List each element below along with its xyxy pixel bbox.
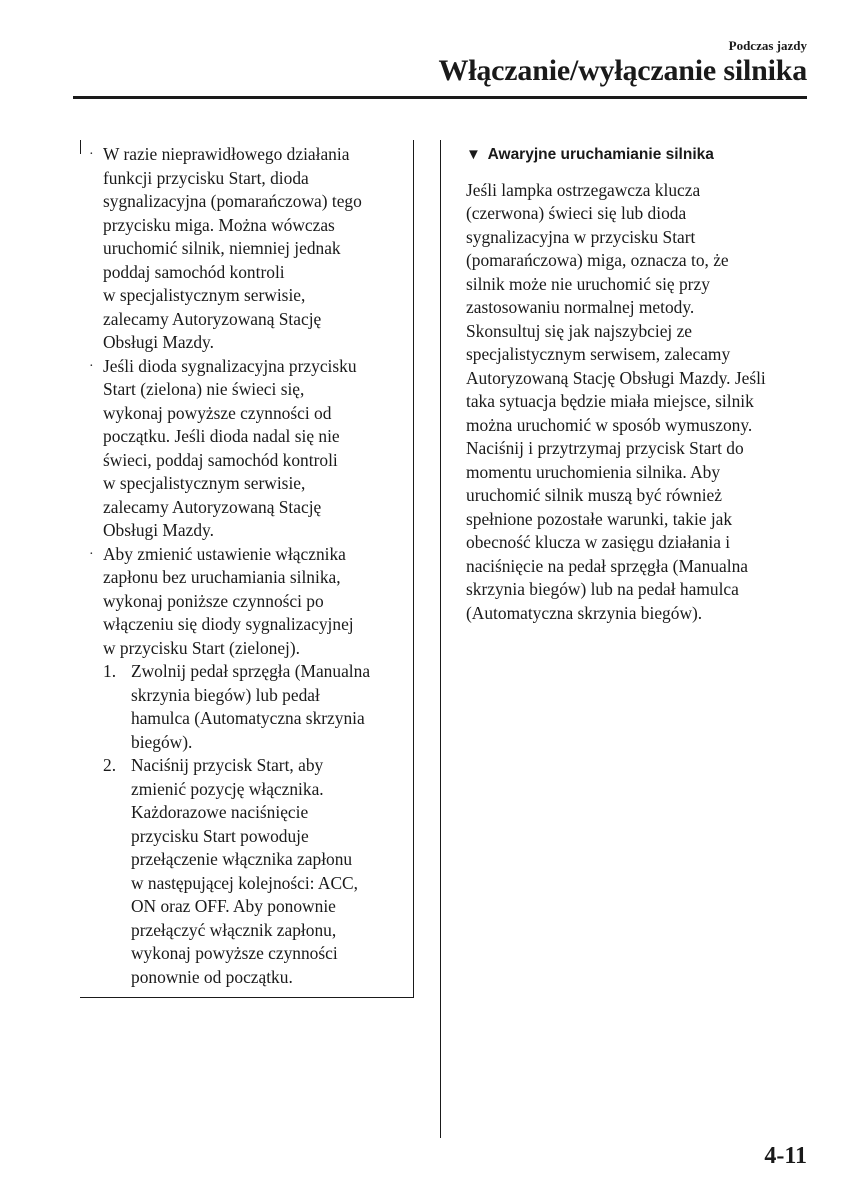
page-number: 4-11 [764,1143,807,1169]
step-item-1 [88,660,408,754]
step-text: Zwolnij pedał sprzęgła (Manualna skrzynia biegów) lub pedał hamulca (Automatyczna skrzynia biegów). [131,661,371,752]
bullet-item-3 [88,543,408,661]
step-number: 2. [103,755,117,775]
bullet-item-1 [88,143,408,355]
bullet-dot: · [89,358,94,374]
body-paragraph: Jeśli lampka ostrzegawcza klucza (czerwona) świeci się lub dioda sygnalizacyjna w przycisku Start (pomarańczowa) miga, oznacza to, że silnik może nie uruchomić się przy zastosowaniu normalnej metody. Skonsultuj się jak najszybciej ze specjalistycznym serwisem, zalecamy Autoryzowaną Stację Obsługi Mazdy. Jeśli taka sytuacja będzie miała miejsce, silnik można uruchomić w sposób wymuszony. Naciśnij i przytrzymaj przycisk Start do momentu uruchomienia silnika. Aby uruchomić silnik muszą być również spełnione pozostałe warunki, takie jak obecność klucza w zasięgu działania i naciśnięcie na pedał sprzęgła (Manualna skrzynia biegów) lub na pedał hamulca (Automatyczna skrzynia biegów). [466,179,766,623]
page-title: Włączanie/wyłączanie silnika [438,54,807,87]
step-item-2 [88,754,408,989]
step-text: Naciśnij przycisk Start, aby zmienić pozycję włącznika. Każdorazowe naciśnięcie przycisku Start powoduje przełączenie włącznika zapłonu w następującej kolejności: ACC, ON oraz OFF. Aby ponownie przełączyć włącznik zapłonu, wykonaj powyższe czynności ponownie od początku. [131,755,359,987]
bullet-text: W razie nieprawidłowego działania funkcji przycisku Start, dioda sygnalizacyjna (pomarańczowa) tego przycisku miga. Można wówczas uruchomić silnik, niemniej jednak poddaj samochód kontroli w specjalistycznym serwisie, zalecamy Autoryzowaną Stację Obsługi Mazdy. [103,144,362,352]
bullet-item-2 [88,355,408,543]
header-rule [73,96,807,99]
numbered-steps [88,660,408,989]
right-column [466,143,811,625]
subheading-text: Awaryjne uruchamianie silnika [487,146,714,163]
bullet-dot: · [89,147,94,162]
step-number: 1. [103,661,117,681]
column-divider [440,140,441,1138]
header-section-label: Podczas jazdy [728,38,807,53]
bullet-text: Jeśli dioda sygnalizacyjna przycisku Start (zielona) nie świeci się, wykonaj powyższe czynności od początku. Jeśli dioda nadal się nie świeci, poddaj samochód kontroli w specjalistycznym serwisie, zalecamy Autoryzowaną Stację Obsługi Mazdy. [103,355,357,540]
notes-content [88,143,408,989]
section-subheading [466,143,811,167]
bullet-text: Aby zmienić ustawienie włącznika zapłonu bez uruchamiania silnika, wykonaj poniższe czynności po włączeniu się diody sygnalizacyjnej w przycisku Start (zielonej). [103,543,354,658]
bullet-dot: · [89,546,94,562]
triangle-marker-icon: ▼ [466,146,481,163]
